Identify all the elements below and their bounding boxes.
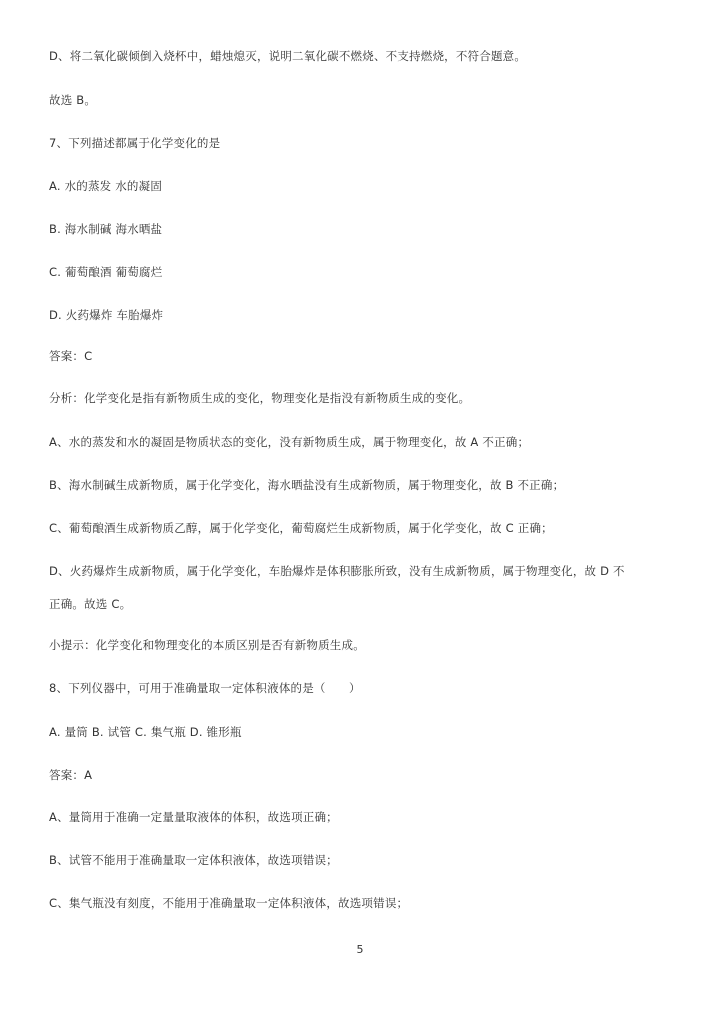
analysis: 分析：化学变化是指有新物质生成的变化，物理变化是指没有新物质生成的变化。 <box>49 391 471 405</box>
option-a: A. 水的蒸发 水的凝固 <box>49 179 163 193</box>
text-line: C、集气瓶没有刻度，不能用于准确量取一定体积液体，故选项错误； <box>49 896 409 910</box>
option-c: C. 葡萄酿酒 葡萄腐烂 <box>49 265 163 279</box>
options: A. 量筒 B. 试管 C. 集气瓶 D. 锥形瓶 <box>49 725 242 739</box>
text-line: A、水的蒸发和水的凝固是物质状态的变化，没有新物质生成，属于物理变化，故 A 不正确； <box>49 435 530 449</box>
text-line: B、试管不能用于准确量取一定体积液体，故选项错误； <box>49 853 338 867</box>
tip: 小提示：化学变化和物理变化的本质区别是否有新物质生成。 <box>49 638 365 652</box>
option-d: D. 火药爆炸 车胎爆炸 <box>49 308 164 322</box>
text-line: D、火药爆炸生成新物质，属于化学变化，车胎爆炸是体积膨胀所致，没有生成新物质，属于物理变化，故 D 不 <box>49 564 625 578</box>
question-7: 7、下列描述都属于化学变化的是 <box>49 136 221 150</box>
text-line: C、葡萄酿酒生成新物质乙醇，属于化学变化，葡萄腐烂生成新物质，属于化学变化，故 C 正确； <box>49 521 553 535</box>
answer: 答案：C <box>49 349 93 363</box>
text-line: B、海水制碱生成新物质，属于化学变化，海水晒盐没有生成新物质，属于物理变化，故 B 不正确； <box>49 478 565 492</box>
page-number: 5 <box>356 943 364 956</box>
text-line: 正确。故选 C。 <box>49 597 132 611</box>
question-8: 8、下列仪器中，可用于准确量取一定体积液体的是（ ） <box>49 681 361 695</box>
text-line: D、将二氧化碳倾倒入烧杯中，蜡烛熄灭，说明二氧化碳不燃烧、不支持燃烧，不符合题意。 <box>49 49 527 63</box>
option-b: B. 海水制碱 海水晒盐 <box>49 222 163 236</box>
text-line: A、量筒用于准确一定量量取液体的体积，故选项正确； <box>49 810 338 824</box>
answer: 答案：A <box>49 768 93 782</box>
text-line: 故选 B。 <box>49 93 97 107</box>
